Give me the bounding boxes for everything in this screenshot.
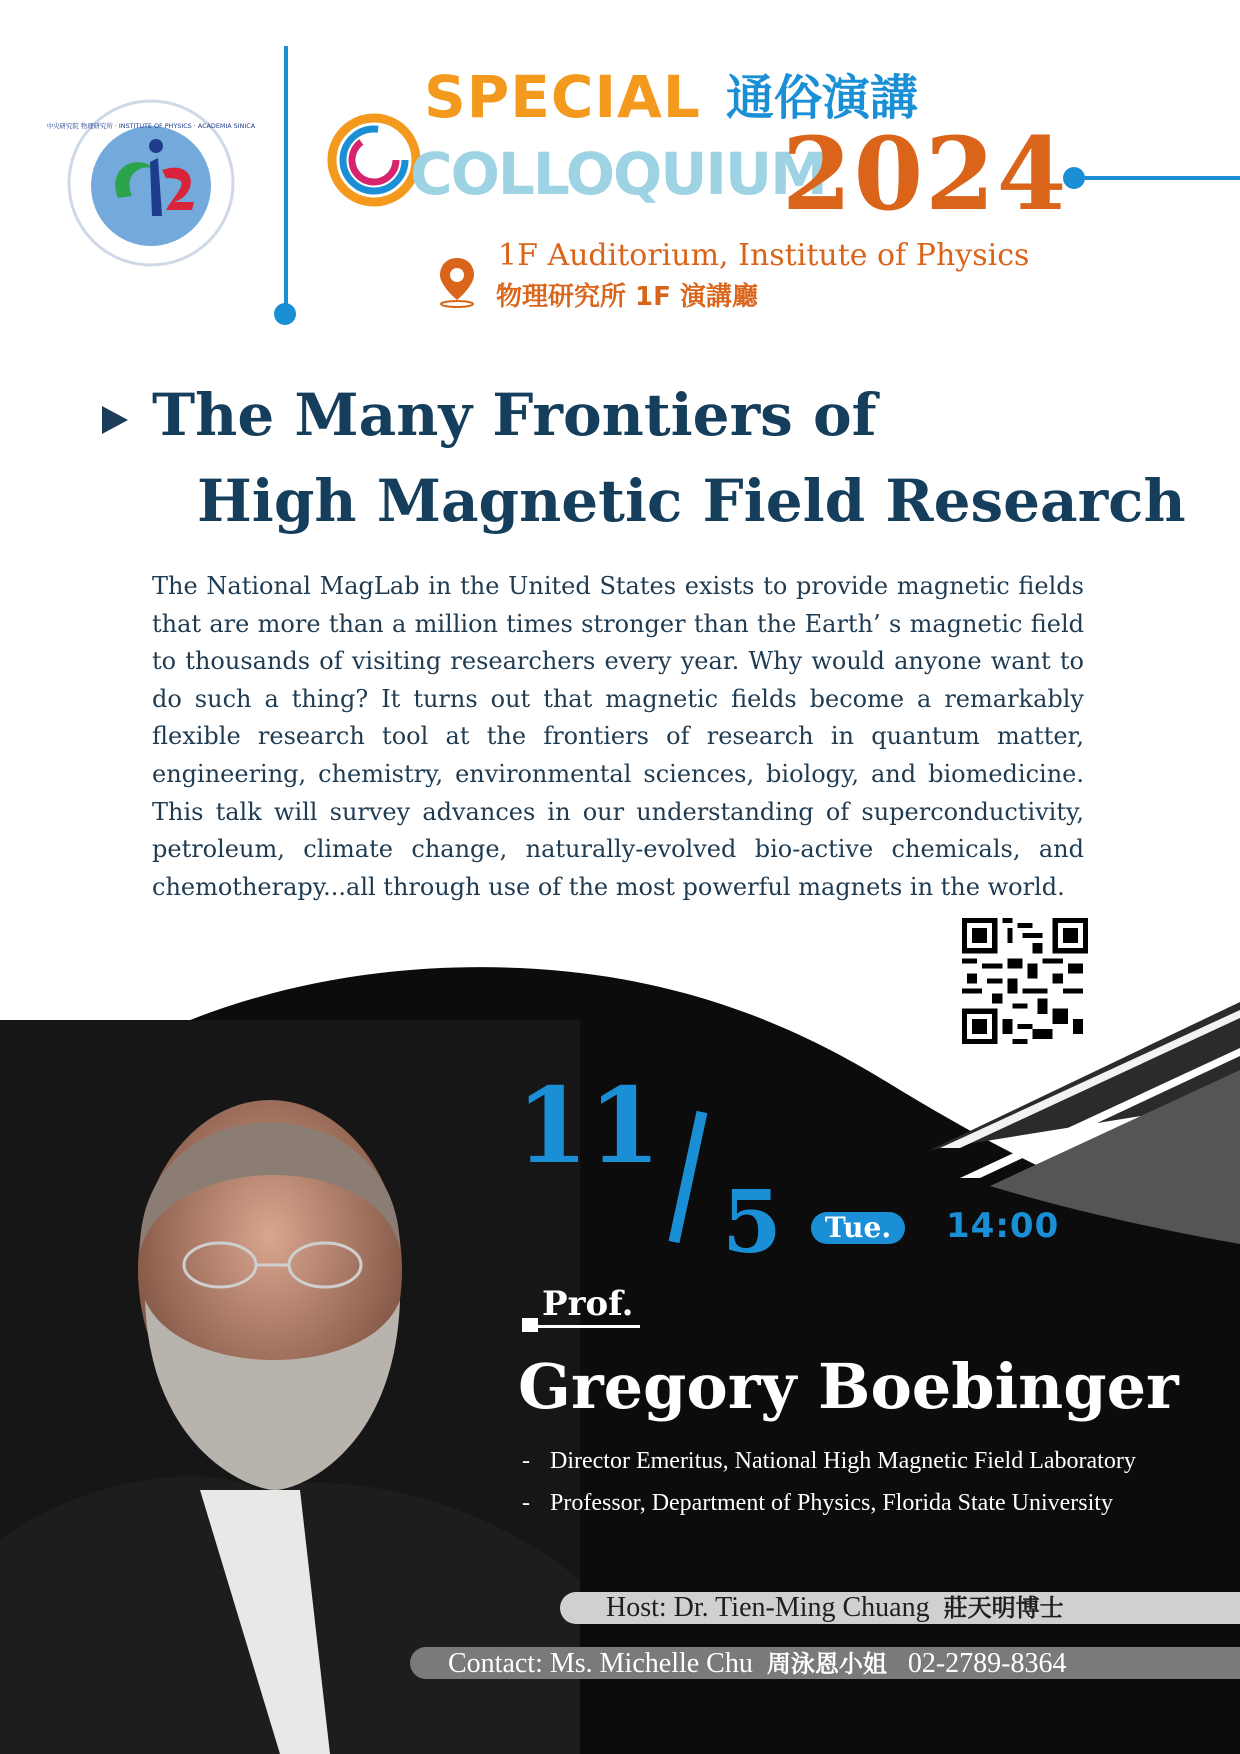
venue-chinese: 物理研究所 1F 演講廳 [496,282,758,312]
header-vertical-line-dot [274,303,296,325]
colloquium-wordmark [326,106,826,210]
location-pin-icon [436,256,478,308]
speaker-affiliations [522,1440,1136,1524]
contact-info [448,1644,1067,1684]
event-day: 5 [722,1172,782,1273]
special-label: SPECIAL [424,63,701,131]
contact-chinese-name: 周泳恩小姐 [766,1650,887,1678]
host-chinese-name: 莊天明博士 [943,1594,1064,1622]
header-horizontal-line [1075,176,1240,180]
affiliation-item: - Director Emeritus, National High Magnetic Field Laboratory [522,1448,1136,1474]
qr-code[interactable] [962,918,1088,1044]
speaker-name: Gregory Boebinger [518,1350,1179,1423]
affiliation-text: Director Emeritus, National High Magnetic Field Laboratory [550,1448,1136,1474]
event-weekday-badge: Tue. [811,1212,905,1244]
host-info [606,1588,1064,1628]
talk-abstract: The National MagLab in the United States exists to provide magnetic fields that are more than a million times stronger than the Earth’ s magnetic field to thousands of visiting researchers every year. Why would anyone want to do such a thing? It turns out that magnetic fields become a remarkably flexible research tool at the frontiers of research in quantum matter, engineering, chemistry, environmental sciences, biology, and biomedicine. This talk will survey advances in our understanding of superconductivity, petroleum, climate change, naturally-evolved bio-active chemicals, and chemotherapy...all through use of the most powerful magnets in the world. [152,572,1084,901]
talk-title-line-2: High Magnetic Field Research [197,467,1186,535]
special-chinese-label: 通俗演講 [726,70,919,126]
speaker-prefix: Prof. [542,1284,634,1324]
date-slash [668,1108,708,1246]
event-time: 14:00 [946,1206,1060,1246]
contact-phone[interactable]: 02-2789-8364 [907,1648,1067,1679]
colloquium-text: COLLOQUIUM [410,140,826,208]
affiliation-item: - Professor, Department of Physics, Florida State University [522,1490,1113,1516]
event-year: 2024 [782,115,1069,233]
event-month: 11 [516,1064,661,1187]
title-bullet-icon [102,406,128,434]
prof-marker [522,1318,538,1332]
header-vertical-line [284,46,288,312]
contact-label: Contact: Ms. Michelle Chu [448,1648,753,1679]
affiliation-text: Professor, Department of Physics, Florida State University [550,1490,1113,1516]
host-label: Host: Dr. Tien-Ming Chuang [606,1592,930,1623]
institute-logo [46,98,256,268]
venue-english: 1F Auditorium, Institute of Physics [498,238,1030,273]
logo-text: 中央研究院 物理研究所 · INSTITUTE OF PHYSICS · ACADEMIA SINICA [46,122,256,130]
prof-underline [538,1325,640,1328]
talk-title-line-1: The Many Frontiers of [152,381,877,449]
